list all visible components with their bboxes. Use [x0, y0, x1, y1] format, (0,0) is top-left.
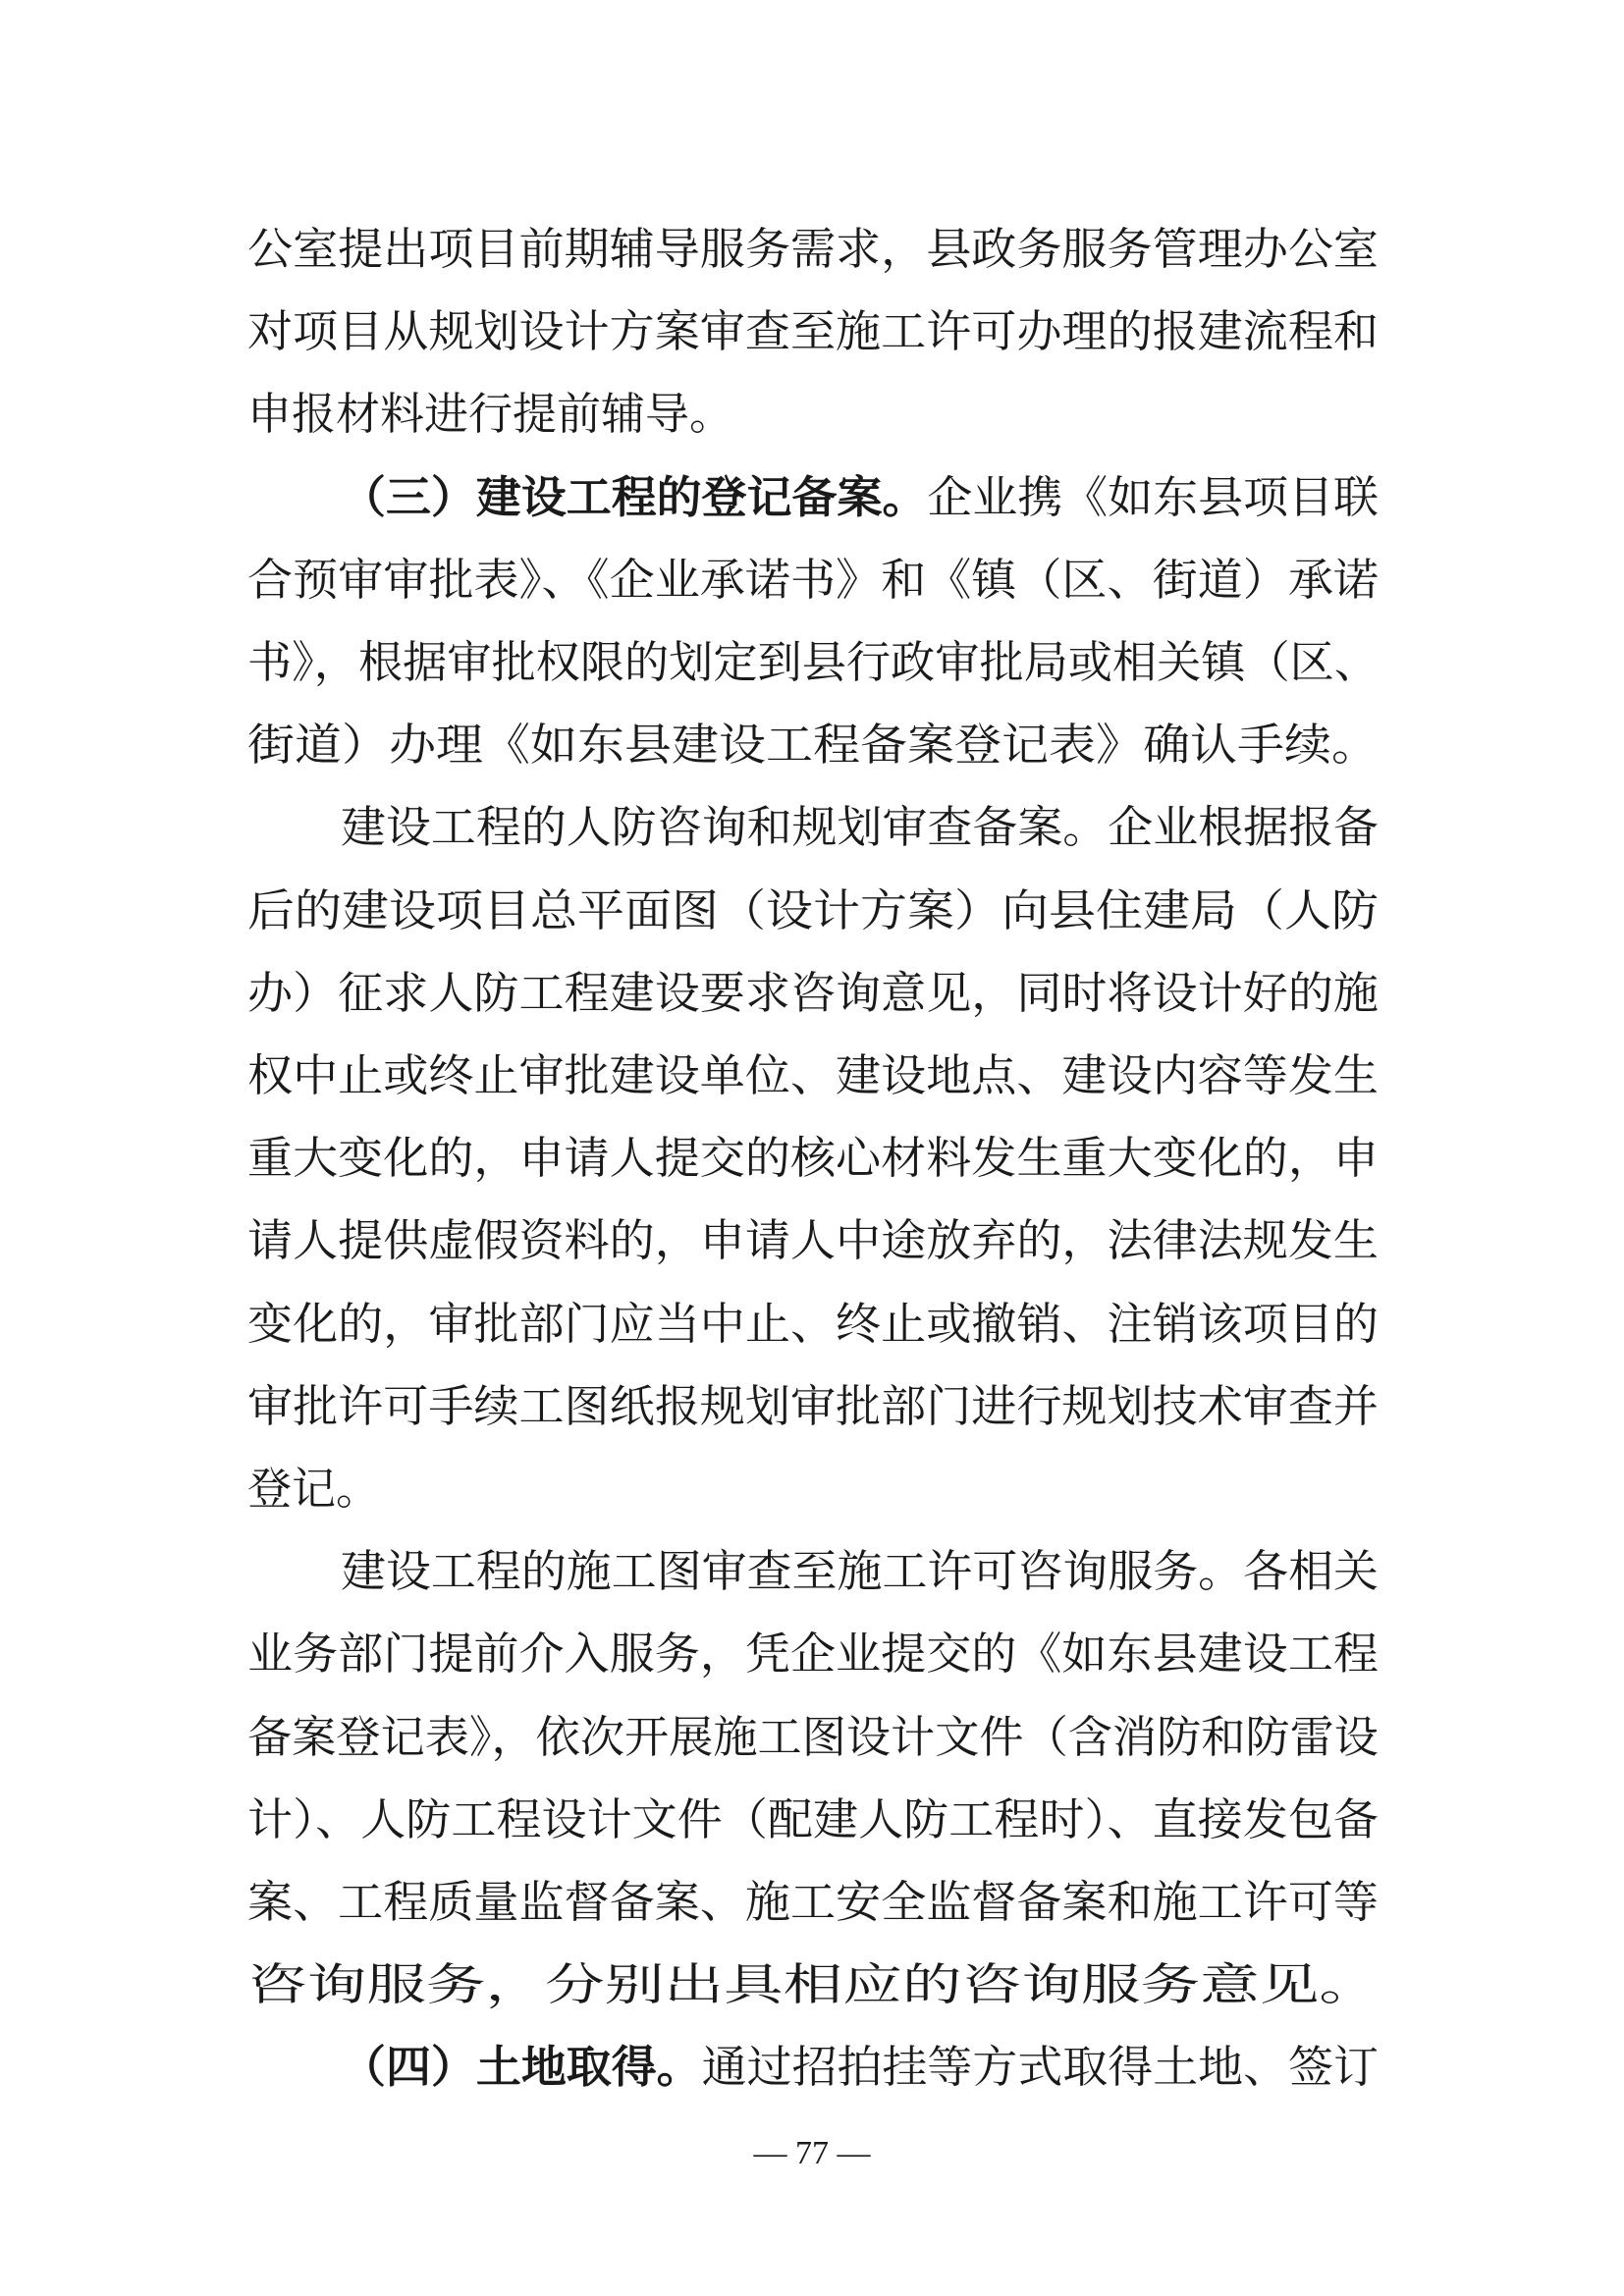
text-line	[0, 291, 1624, 373]
body-text-span: 变化的，审批部门应当中止、终止或撤销、注销该项目的	[247, 1297, 1379, 1350]
text-line	[0, 456, 1624, 539]
text-line-content	[247, 1365, 1379, 1448]
text-line-content	[341, 786, 1379, 869]
text-line	[0, 1530, 1624, 1613]
text-line-content	[247, 1448, 380, 1530]
text-line-content	[247, 539, 1379, 621]
body-text-span: 办）征求人防工程建设要求咨询意见，同时将设计好的施	[247, 966, 1379, 1019]
text-line	[0, 539, 1624, 621]
text-line	[0, 1944, 1624, 2026]
text-line-content	[247, 1944, 1379, 2026]
body-text-span: 建设工程的施工图审查至施工许可咨询服务。各相关	[341, 1545, 1379, 1598]
page-number: — 77 —	[753, 2135, 871, 2171]
body-text-span: 书》，根据审批权限的划定到县行政审批局或相关镇（区、	[247, 636, 1379, 688]
body-text-span: 对项目从规划设计方案审查至施工许可办理的报建流程和	[247, 305, 1379, 358]
body-text-span: 审批许可手续工图纸报规划审批部门进行规划技术审查并	[247, 1379, 1379, 1432]
text-line-content	[247, 1200, 1379, 1282]
text-line-content	[247, 870, 1379, 952]
text-line-content	[247, 1035, 1379, 1117]
text-line-content	[341, 1530, 1379, 1613]
text-line	[0, 2026, 1624, 2109]
text-line-content	[247, 952, 1379, 1035]
text-line	[0, 1861, 1624, 1944]
text-line	[0, 621, 1624, 704]
body-text-span: 计）、人防工程设计文件（配建人防工程时）、直接发包备	[247, 1792, 1379, 1845]
body-text-span: 企业携《如东县项目联	[927, 470, 1379, 523]
body-text-span: 权中止或终止审批建设单位、建设地点、建设内容等发生	[247, 1049, 1379, 1101]
bold-heading-text: （四）土地取得。	[341, 2041, 702, 2094]
body-text-span: 申报材料进行提前辅导。	[247, 388, 734, 441]
text-line	[0, 1696, 1624, 1779]
text-line	[0, 1613, 1624, 1695]
body-text-span: 登记。	[247, 1463, 381, 1515]
text-line-content	[341, 2026, 1379, 2109]
text-line-content	[247, 1696, 1379, 1779]
text-line-content	[247, 291, 1379, 373]
body-text-span: 备案登记表》，依次开展施工图设计文件（含消防和防雷设	[247, 1710, 1379, 1763]
text-line	[0, 870, 1624, 952]
text-line	[0, 1200, 1624, 1282]
text-line	[0, 952, 1624, 1035]
text-line-content	[247, 1117, 1379, 1200]
text-line-content	[247, 1779, 1379, 1861]
text-line	[0, 1117, 1624, 1200]
text-line	[0, 373, 1624, 455]
text-line-content	[247, 621, 1379, 704]
text-line	[0, 704, 1624, 786]
body-text-span: 街道）办理《如东县建设工程备案登记表》确认手续。	[247, 719, 1379, 772]
body-text-span: 咨询服务，分别出具相应的咨询服务意见。	[247, 1958, 1379, 2011]
text-line-content	[247, 704, 1379, 786]
text-line	[0, 208, 1624, 291]
body-text-span: 业务部门提前介入服务，凭企业提交的《如东县建设工程	[247, 1628, 1379, 1681]
text-line-content	[247, 373, 733, 455]
body-text-span: 建设工程的人防咨询和规划审查备案。企业根据报备	[341, 801, 1379, 854]
text-line	[0, 1283, 1624, 1365]
text-line-content	[247, 1613, 1379, 1695]
text-line-content	[247, 1283, 1379, 1365]
text-line	[0, 1365, 1624, 1448]
text-line-content	[247, 208, 1379, 291]
body-text-span: 重大变化的，申请人提交的核心材料发生重大变化的，申	[247, 1132, 1379, 1185]
text-line-content	[247, 1861, 1379, 1944]
body-text-span: 案、工程质量监督备案、施工安全监督备案和施工许可等	[247, 1876, 1379, 1928]
body-text-span: 后的建设项目总平面图（设计方案）向县住建局（人防	[247, 883, 1379, 936]
bold-heading-text: （三）建设工程的登记备案。	[341, 470, 928, 523]
text-line-content	[341, 456, 1379, 539]
text-line	[0, 1035, 1624, 1117]
body-text-span: 请人提供虚假资料的，申请人中途放弃的，法律法规发生	[247, 1214, 1379, 1267]
text-line	[0, 1448, 1624, 1530]
text-line	[0, 1779, 1624, 1861]
text-line	[0, 786, 1624, 869]
body-text-span: 通过招拍挂等方式取得土地、签订	[701, 2041, 1379, 2094]
body-text-span: 合预审审批表》、《企业承诺书》和《镇（区、街道）承诺	[247, 553, 1379, 606]
body-text-span: 公室提出项目前期辅导服务需求，县政务服务管理办公室	[247, 223, 1379, 275]
